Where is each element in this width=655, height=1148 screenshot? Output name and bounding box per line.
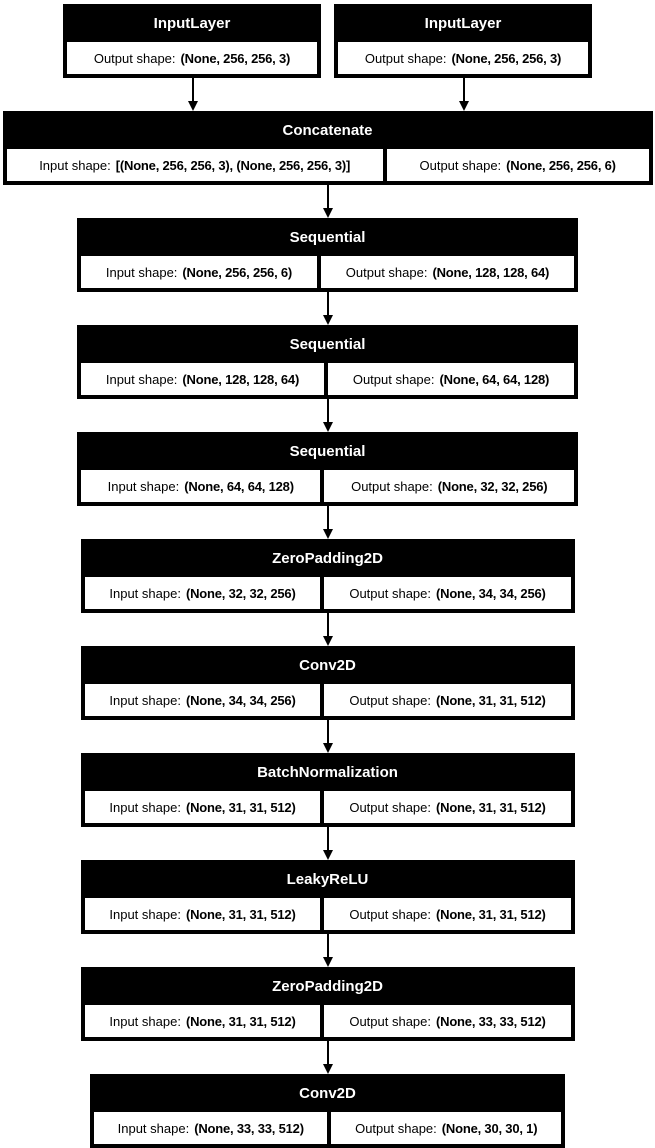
node-sequential-3 xyxy=(77,432,578,506)
shape-cells xyxy=(79,470,576,504)
shape-value: [(None, 256, 256, 3), (None, 256, 256, 3)] xyxy=(115,157,351,173)
edge-row xyxy=(0,185,655,218)
layer-type-title: Conv2D xyxy=(299,657,356,674)
edge-row xyxy=(0,399,655,432)
layer-type-title: InputLayer xyxy=(153,15,231,32)
input-shape-cell xyxy=(7,149,383,181)
output-shape-cell xyxy=(324,1005,570,1037)
shape-value: (None, 31, 31, 512) xyxy=(185,799,296,815)
shape-value: (None, 32, 32, 256) xyxy=(185,585,296,601)
node-conv2d-2 xyxy=(90,1074,565,1148)
layer-type-title: Sequential xyxy=(289,336,366,353)
edge-arrow xyxy=(323,934,333,967)
layer-type-title: Concatenate xyxy=(282,122,373,139)
layer-type-title: ZeroPadding2D xyxy=(272,550,383,567)
edge-arrow xyxy=(323,399,333,432)
input-shape-cell xyxy=(85,1005,321,1037)
output-shape-cell xyxy=(338,42,588,74)
node-concatenate xyxy=(3,111,653,185)
shape-cells xyxy=(336,42,590,76)
edge-row xyxy=(0,1041,655,1074)
edge-row xyxy=(0,934,655,967)
output-shape-cell xyxy=(321,256,574,288)
shape-label: Output shape: xyxy=(364,50,447,66)
edge-line xyxy=(463,78,465,101)
shape-cells xyxy=(83,791,573,825)
edge-line xyxy=(327,292,329,315)
shape-value: (None, 31, 31, 512) xyxy=(185,906,296,922)
edge-row xyxy=(0,292,655,325)
shape-label: Output shape: xyxy=(349,799,431,815)
edges-inputs-to-concatenate xyxy=(0,78,655,111)
shape-label: Output shape: xyxy=(93,50,176,66)
input-shape-cell xyxy=(81,256,317,288)
edge-line xyxy=(327,185,329,208)
output-shape-cell xyxy=(324,791,570,823)
edge-arrow xyxy=(323,185,333,218)
input-shape-cell xyxy=(94,1112,327,1144)
output-shape-cell xyxy=(324,470,574,502)
edge-arrow xyxy=(323,506,333,539)
edge-arrow xyxy=(459,78,469,111)
shape-value: (None, 128, 128, 64) xyxy=(432,264,550,280)
arrowhead-icon xyxy=(323,208,333,218)
input-shape-cell xyxy=(81,363,324,395)
input-shape-cell xyxy=(85,898,321,930)
arrowhead-icon xyxy=(323,529,333,539)
shape-label: Input shape: xyxy=(107,478,180,494)
shape-value: (None, 32, 32, 256) xyxy=(437,478,548,494)
shape-label: Output shape: xyxy=(349,585,431,601)
shape-value: (None, 31, 31, 512) xyxy=(185,1013,296,1029)
shape-value: (None, 64, 64, 128) xyxy=(439,371,550,387)
shape-cells xyxy=(83,577,573,611)
node-zeropadding2d-1 xyxy=(81,539,575,613)
shape-label: Output shape: xyxy=(352,371,435,387)
shape-value: (None, 64, 64, 128) xyxy=(184,478,294,494)
arrowhead-icon xyxy=(459,101,469,111)
shape-label: Input shape: xyxy=(105,371,178,387)
shape-value: (None, 31, 31, 512) xyxy=(436,692,546,708)
shape-value: (None, 256, 256, 3) xyxy=(180,50,291,66)
node-batchnormalization xyxy=(81,753,575,827)
shape-cells xyxy=(92,1112,563,1146)
input-layers-row xyxy=(63,4,592,78)
edge-row xyxy=(0,506,655,539)
edge-arrow xyxy=(323,720,333,753)
input-shape-cell xyxy=(85,577,321,609)
edge-arrow xyxy=(323,613,333,646)
edge-line xyxy=(192,78,194,101)
node-leakyrelu xyxy=(81,860,575,934)
layer-type-title: Sequential xyxy=(289,443,366,460)
edge-line xyxy=(327,720,329,743)
shape-value: (None, 30, 30, 1) xyxy=(441,1120,538,1136)
input-shape-cell xyxy=(81,470,320,502)
shape-value: (None, 31, 31, 512) xyxy=(436,906,546,922)
shape-label: Output shape: xyxy=(355,1120,437,1136)
shape-label: Input shape: xyxy=(105,264,178,280)
node-conv2d-1 xyxy=(81,646,575,720)
arrowhead-icon xyxy=(323,315,333,325)
shape-label: Input shape: xyxy=(109,906,181,922)
shape-cells xyxy=(65,42,319,76)
edge-line xyxy=(327,399,329,422)
arrowhead-icon xyxy=(188,101,198,111)
shape-cells xyxy=(79,363,576,397)
edge-arrow xyxy=(323,1041,333,1074)
shape-value: (None, 256, 256, 3) xyxy=(451,50,562,66)
shape-label: Input shape: xyxy=(109,585,181,601)
shape-value: (None, 33, 33, 512) xyxy=(194,1120,304,1136)
edge-arrow xyxy=(323,292,333,325)
shape-cells xyxy=(83,684,573,718)
shape-cells xyxy=(83,1005,573,1039)
shape-label: Output shape: xyxy=(351,478,433,494)
output-shape-cell xyxy=(331,1112,561,1144)
shape-value: (None, 256, 256, 6) xyxy=(506,157,616,173)
edge-line xyxy=(327,934,329,957)
arrowhead-icon xyxy=(323,850,333,860)
node-inputlayer-1 xyxy=(63,4,321,78)
shape-label: Output shape: xyxy=(419,157,502,173)
arrowhead-icon xyxy=(323,743,333,753)
shape-value: (None, 256, 256, 6) xyxy=(182,264,293,280)
layer-type-title: ZeroPadding2D xyxy=(272,978,383,995)
shape-value: (None, 31, 31, 512) xyxy=(436,799,546,815)
output-shape-cell xyxy=(67,42,317,74)
arrowhead-icon xyxy=(323,1064,333,1074)
node-inputlayer-2 xyxy=(334,4,592,78)
edge-line xyxy=(327,506,329,529)
shape-cells xyxy=(83,898,573,932)
shape-label: Output shape: xyxy=(349,1013,431,1029)
layer-type-title: LeakyReLU xyxy=(286,871,369,888)
output-shape-cell xyxy=(324,684,570,716)
shape-label: Output shape: xyxy=(349,692,431,708)
layer-type-title: InputLayer xyxy=(424,15,502,32)
node-zeropadding2d-2 xyxy=(81,967,575,1041)
output-shape-cell xyxy=(387,149,649,181)
shape-label: Input shape: xyxy=(39,157,111,173)
edge-row xyxy=(0,827,655,860)
shape-value: (None, 33, 33, 512) xyxy=(436,1013,546,1029)
arrowhead-icon xyxy=(323,422,333,432)
shape-label: Output shape: xyxy=(349,906,431,922)
edge-line xyxy=(327,613,329,636)
shape-label: Input shape: xyxy=(109,692,181,708)
output-shape-cell xyxy=(324,898,570,930)
shape-value: (None, 34, 34, 256) xyxy=(185,692,296,708)
edge-line xyxy=(327,827,329,850)
shape-value: (None, 128, 128, 64) xyxy=(182,371,300,387)
edge-arrow xyxy=(188,78,198,111)
edge-row xyxy=(0,613,655,646)
output-shape-cell xyxy=(328,363,574,395)
arrowhead-icon xyxy=(323,636,333,646)
layer-type-title: Sequential xyxy=(289,229,366,246)
output-shape-cell xyxy=(324,577,570,609)
arrowhead-icon xyxy=(323,957,333,967)
input-shape-cell xyxy=(85,684,321,716)
shape-cells xyxy=(5,149,651,183)
node-sequential-1 xyxy=(77,218,578,292)
shape-label: Input shape: xyxy=(109,1013,181,1029)
node-sequential-2 xyxy=(77,325,578,399)
input-shape-cell xyxy=(85,791,321,823)
shape-label: Input shape: xyxy=(109,799,181,815)
shape-label: Input shape: xyxy=(117,1120,190,1136)
shape-label: Output shape: xyxy=(345,264,428,280)
shape-cells xyxy=(79,256,576,290)
edge-line xyxy=(327,1041,329,1064)
shape-value: (None, 34, 34, 256) xyxy=(436,585,546,601)
edge-arrow xyxy=(323,827,333,860)
edge-row xyxy=(0,720,655,753)
layer-type-title: Conv2D xyxy=(299,1085,356,1102)
layer-type-title: BatchNormalization xyxy=(257,764,398,781)
